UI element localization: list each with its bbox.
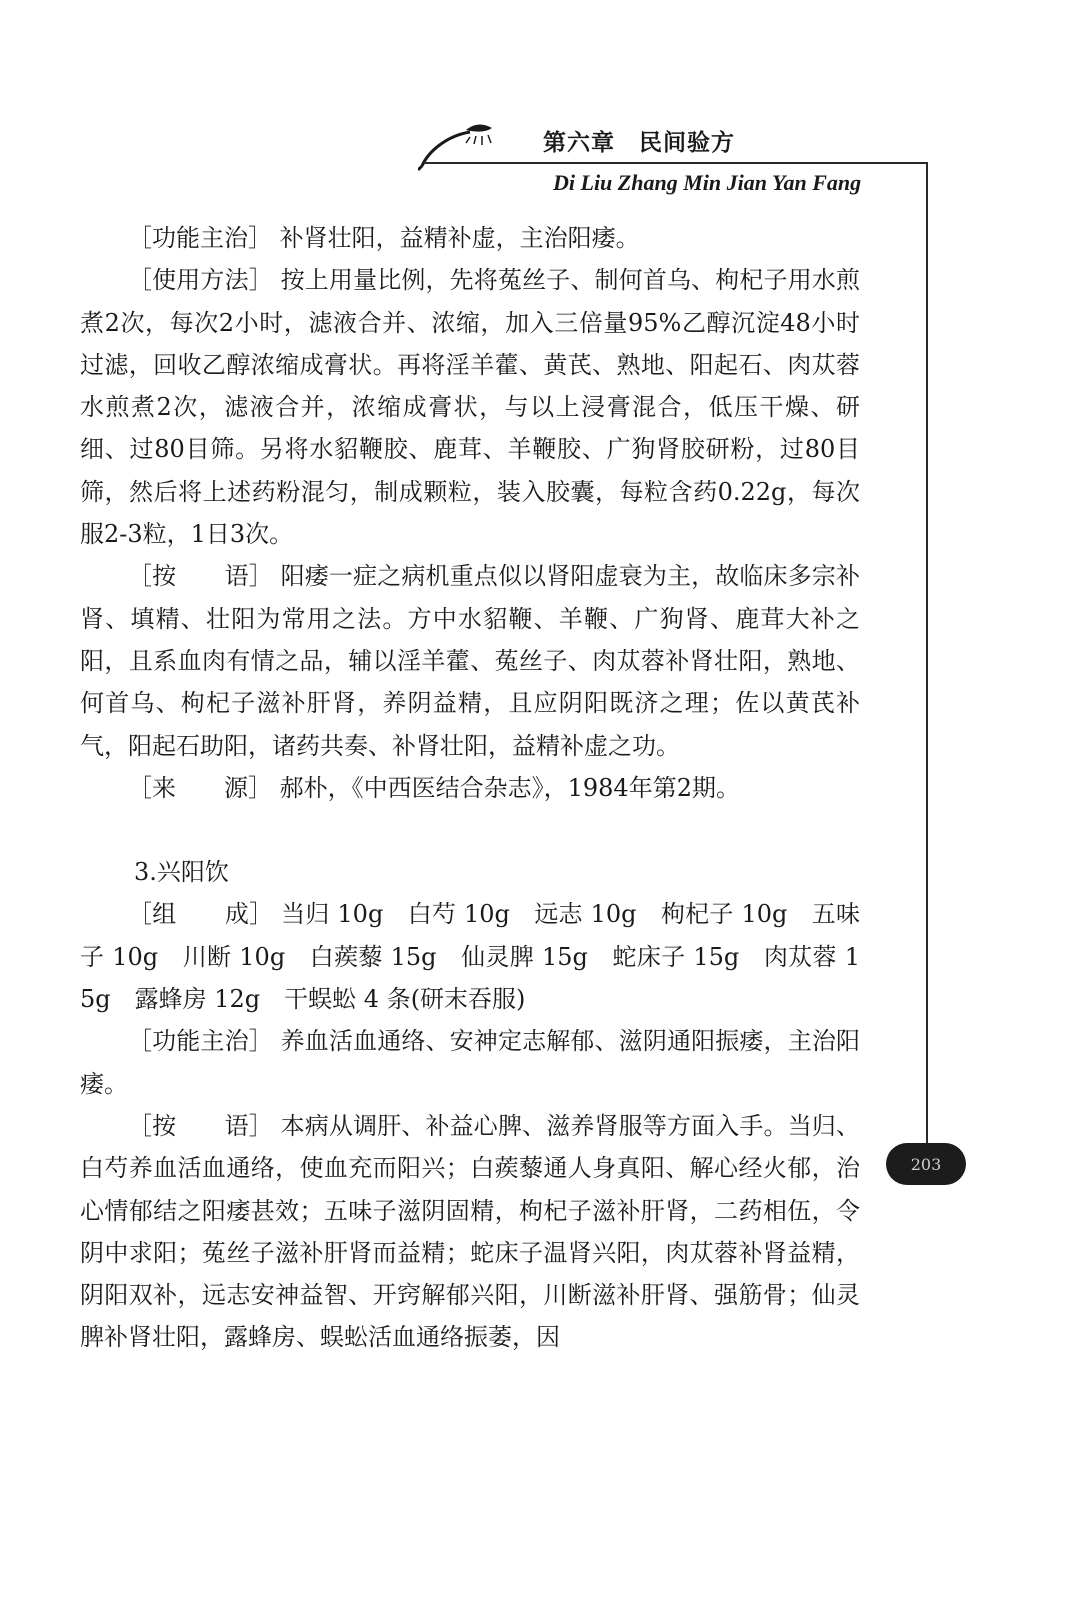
paragraph-composition: ［组 成］ 当归 10g 白芍 10g 远志 10g 枸杞子 10g 五味子 10g 川断 10g 白蒺藜 15g 仙灵脾 15g 蛇床子 15g 肉苁蓉 15g 露蜂房 12g 干蜈蚣 4 条(研末吞服) [80,900,860,1014]
paragraph-function-2: ［功能主治］ 养血活血通络、安神定志解郁、滋阴通阳振痿，主治阳痿。 [80,1027,860,1098]
page-body [80,217,860,1359]
chapter-heading [543,124,735,157]
chapter-number: 第六章 [543,130,615,156]
paragraph-function: ［功能主治］ 补肾壮阳，益精补虚，主治阳痿。 [128,224,640,252]
paragraph-source: ［来 源］ 郝朴，《中西医结合杂志》，1984年第2期。 [128,773,740,802]
chapter-pinyin: Di Liu Zhang Min Jian Yan Fang [553,170,862,195]
chapter-title: 民间验方 [639,130,735,156]
margin-rule [926,162,928,1144]
header-logo-icon [418,118,518,174]
paragraph-commentary: ［按 语］ 阳痿一症之病机重点似以肾阳虚衰为主，故临床多宗补肾、填精、壮阳为常用之法。方中水貂鞭、羊鞭、广狗肾、鹿茸大补之阳，且系血肉有情之品，辅以淫羊藿、菟丝子、肉苁蓉补肾壮阳，熟地、何首乌、枸杞子滋补肝肾，养阴益精，且应阴阳既济之理；佐以黄芪补气，阳起石助阳，诸药共奏、补肾壮阳，益精补虚之功。 [80,562,860,760]
header-rule [424,162,928,164]
page-number-badge: 203 [886,1143,966,1185]
paragraph-usage: ［使用方法］ 按上用量比例，先将菟丝子、制何首乌、枸杞子用水煎煮2次，每次2小时，滤液合并、浓缩，加入三倍量95%乙醇沉淀48小时过滤，回收乙醇浓缩成膏状。再将淫羊藿、黄芪、熟地、阳起石、肉苁蓉水煎煮2次，滤液合并，浓缩成膏状，与以上浸膏混合，低压干燥、研细、过80目筛。另将水貂鞭胶、鹿茸、羊鞭胶、广狗肾胶研粉，过80目筛，然后将上述药粉混匀，制成颗粒，装入胶囊，每粒含药0.22g，每次服2-3粒，1日3次。 [80,266,860,549]
paragraph-commentary-2: ［按 语］ 本病从调肝、补益心脾、滋养肾服等方面入手。当归、白芍养血活血通络，使血充而阳兴；白蒺藜通人身真阳、解心经火郁，治心情郁结之阳痿甚效；五味子滋阴固精，枸杞子滋补肝肾，二药相伍，令阴中求阳；菟丝子滋补肝肾而益精；蛇床子温肾兴阳，肉苁蓉补肾益精，阴阳双补，远志安神益智、开窍解郁兴阳，川断滋补肝肾、强筋骨；仙灵脾补肾壮阳，露蜂房、蜈蚣活血通络振萎，因 [80,1111,860,1352]
section-title: 3.兴阳饮 [134,858,229,887]
